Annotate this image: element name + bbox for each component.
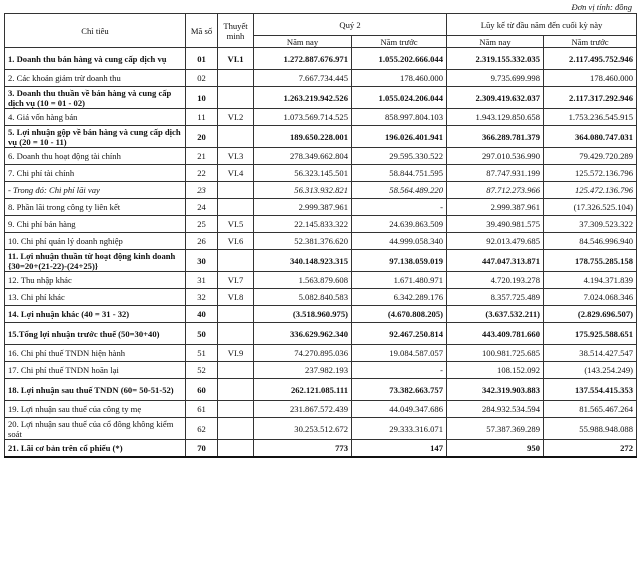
row-note: VI.4 <box>218 165 254 182</box>
table-row <box>5 148 637 165</box>
row-code: 51 <box>186 345 218 362</box>
row-label: 12. Thu nhập khác <box>5 272 186 289</box>
row-quarter-this-year: 231.867.572.439 <box>254 401 352 418</box>
row-label: 14. Lợi nhuận khác (40 = 31 - 32) <box>5 306 186 323</box>
table-row <box>5 362 637 379</box>
row-quarter-this-year: 56.313.932.821 <box>254 182 352 199</box>
row-code: 10 <box>186 87 218 109</box>
row-ytd-this-year: 297.010.536.990 <box>447 148 544 165</box>
row-ytd-last-year: 79.429.720.289 <box>544 148 637 165</box>
row-label: 11. Lợi nhuận thuần từ hoạt động kinh doanh {30=20+(21-22)-(24+25)} <box>5 250 186 272</box>
row-label: 13. Chi phí khác <box>5 289 186 306</box>
table-row <box>5 165 637 182</box>
row-ytd-last-year: (143.254.249) <box>544 362 637 379</box>
row-quarter-last-year: 44.999.058.340 <box>352 233 447 250</box>
row-code: 30 <box>186 250 218 272</box>
row-quarter-last-year: 97.138.059.019 <box>352 250 447 272</box>
row-quarter-last-year: 73.382.663.757 <box>352 379 447 401</box>
row-ytd-this-year: 39.490.981.575 <box>447 216 544 233</box>
row-ytd-this-year: 100.981.725.685 <box>447 345 544 362</box>
row-label: 16. Chi phí thuế TNDN hiện hành <box>5 345 186 362</box>
row-note <box>218 362 254 379</box>
header-indicator: Chỉ tiêu <box>5 14 186 48</box>
row-label: 2. Các khoản giảm trừ doanh thu <box>5 70 186 87</box>
row-label: 10. Chi phí quản lý doanh nghiệp <box>5 233 186 250</box>
row-label: 3. Doanh thu thuần về bán hàng và cung cấp dịch vụ (10 = 01 - 02) <box>5 87 186 109</box>
row-quarter-last-year: 196.026.401.941 <box>352 126 447 148</box>
row-ytd-this-year: 366.289.781.379 <box>447 126 544 148</box>
row-ytd-this-year: 950 <box>447 440 544 457</box>
row-ytd-last-year: 37.309.523.322 <box>544 216 637 233</box>
row-code: 01 <box>186 48 218 70</box>
row-quarter-last-year: 1.055.024.206.044 <box>352 87 447 109</box>
row-note <box>218 379 254 401</box>
row-ytd-last-year: 1.753.236.545.915 <box>544 109 637 126</box>
row-ytd-this-year: (3.637.532.211) <box>447 306 544 323</box>
row-quarter-last-year: 58.844.751.595 <box>352 165 447 182</box>
row-ytd-this-year: 57.387.369.289 <box>447 418 544 440</box>
row-quarter-this-year: 74.270.895.036 <box>254 345 352 362</box>
row-note: VI.9 <box>218 345 254 362</box>
row-note <box>218 306 254 323</box>
row-ytd-last-year: (2.829.696.507) <box>544 306 637 323</box>
row-ytd-this-year: 87.712.273.966 <box>447 182 544 199</box>
row-ytd-this-year: 447.047.313.871 <box>447 250 544 272</box>
table-row <box>5 306 637 323</box>
header-code: Mã số <box>186 14 218 48</box>
row-ytd-last-year: 178.755.285.158 <box>544 250 637 272</box>
row-quarter-last-year: 858.997.804.103 <box>352 109 447 126</box>
row-quarter-this-year: (3.518.960.975) <box>254 306 352 323</box>
header-note: Thuyết minh <box>218 14 254 48</box>
row-code: 25 <box>186 216 218 233</box>
row-quarter-last-year: (4.670.808.205) <box>352 306 447 323</box>
row-ytd-this-year: 284.932.534.594 <box>447 401 544 418</box>
table-row <box>5 323 637 345</box>
table-row <box>5 418 637 440</box>
table-row <box>5 109 637 126</box>
table-row <box>5 401 637 418</box>
row-ytd-this-year: 2.319.155.332.035 <box>447 48 544 70</box>
row-label: 6. Doanh thu hoạt động tài chính <box>5 148 186 165</box>
row-label: 9. Chi phí bán hàng <box>5 216 186 233</box>
table-row <box>5 199 637 216</box>
row-ytd-last-year: 137.554.415.353 <box>544 379 637 401</box>
row-quarter-last-year: - <box>352 199 447 216</box>
row-ytd-last-year: 125.472.136.796 <box>544 182 637 199</box>
row-ytd-last-year: 2.117.495.752.946 <box>544 48 637 70</box>
row-label: 17. Chi phí thuế TNDN hoãn lại <box>5 362 186 379</box>
row-label: 1. Doanh thu bán hàng và cung cấp dịch vụ <box>5 48 186 70</box>
row-quarter-last-year: 1.671.480.971 <box>352 272 447 289</box>
row-code: 22 <box>186 165 218 182</box>
row-quarter-this-year: 30.253.512.672 <box>254 418 352 440</box>
table-row <box>5 48 637 70</box>
row-code: 61 <box>186 401 218 418</box>
row-ytd-last-year: 272 <box>544 440 637 457</box>
row-ytd-last-year: 7.024.068.346 <box>544 289 637 306</box>
row-ytd-last-year: 38.514.427.547 <box>544 345 637 362</box>
row-code: 23 <box>186 182 218 199</box>
row-code: 31 <box>186 272 218 289</box>
row-note <box>218 418 254 440</box>
row-code: 02 <box>186 70 218 87</box>
row-quarter-this-year: 278.349.662.804 <box>254 148 352 165</box>
row-label: 21. Lãi cơ bản trên cổ phiếu (*) <box>5 440 186 457</box>
row-label: 19. Lợi nhuận sau thuế của công ty mẹ <box>5 401 186 418</box>
row-ytd-this-year: 108.152.092 <box>447 362 544 379</box>
row-note: VI.3 <box>218 148 254 165</box>
row-quarter-this-year: 56.323.145.501 <box>254 165 352 182</box>
row-label: 18. Lợi nhuận sau thuế TNDN (60= 50-51-52) <box>5 379 186 401</box>
row-quarter-last-year: 58.564.489.220 <box>352 182 447 199</box>
row-quarter-last-year: 29.595.330.522 <box>352 148 447 165</box>
table-row <box>5 250 637 272</box>
row-quarter-this-year: 336.629.962.340 <box>254 323 352 345</box>
row-quarter-this-year: 7.667.734.445 <box>254 70 352 87</box>
table-row <box>5 126 637 148</box>
row-quarter-last-year: - <box>352 362 447 379</box>
row-ytd-last-year: (17.326.525.104) <box>544 199 637 216</box>
row-quarter-last-year: 178.460.000 <box>352 70 447 87</box>
row-ytd-last-year: 84.546.996.940 <box>544 233 637 250</box>
row-note: VI.7 <box>218 272 254 289</box>
row-ytd-last-year: 175.925.588.651 <box>544 323 637 345</box>
row-label: - Trong đó: Chi phí lãi vay <box>5 182 186 199</box>
row-ytd-this-year: 9.735.699.998 <box>447 70 544 87</box>
row-label: 20. Lợi nhuận sau thuế của cổ đông không kiểm soát <box>5 418 186 440</box>
row-ytd-last-year: 125.572.136.796 <box>544 165 637 182</box>
row-note <box>218 70 254 87</box>
row-code: 11 <box>186 109 218 126</box>
row-code: 50 <box>186 323 218 345</box>
row-quarter-last-year: 1.055.202.666.044 <box>352 48 447 70</box>
row-ytd-this-year: 4.720.193.278 <box>447 272 544 289</box>
row-ytd-last-year: 81.565.467.264 <box>544 401 637 418</box>
row-note <box>218 401 254 418</box>
row-note <box>218 440 254 457</box>
row-note <box>218 87 254 109</box>
row-quarter-this-year: 189.650.228.001 <box>254 126 352 148</box>
table-row <box>5 289 637 306</box>
row-quarter-this-year: 1.263.219.942.526 <box>254 87 352 109</box>
row-quarter-this-year: 1.563.879.608 <box>254 272 352 289</box>
row-ytd-last-year: 2.117.317.292.946 <box>544 87 637 109</box>
header-ytd-this-year: Năm nay <box>447 36 544 48</box>
table-row <box>5 440 637 457</box>
row-quarter-last-year: 24.639.863.509 <box>352 216 447 233</box>
row-note <box>218 250 254 272</box>
row-note: VI.2 <box>218 109 254 126</box>
header-ytd: Lũy kế từ đầu năm đến cuối kỳ này <box>447 14 637 36</box>
income-statement-table <box>4 13 637 458</box>
unit-label: Đơn vị tính: đồng <box>571 2 632 12</box>
row-ytd-this-year: 2.999.387.961 <box>447 199 544 216</box>
row-code: 20 <box>186 126 218 148</box>
row-quarter-this-year: 2.999.387.961 <box>254 199 352 216</box>
row-code: 24 <box>186 199 218 216</box>
row-note <box>218 199 254 216</box>
row-quarter-last-year: 92.467.250.814 <box>352 323 447 345</box>
table-row <box>5 272 637 289</box>
row-ytd-this-year: 87.747.931.199 <box>447 165 544 182</box>
row-ytd-this-year: 342.319.903.883 <box>447 379 544 401</box>
row-ytd-this-year: 443.409.781.660 <box>447 323 544 345</box>
row-quarter-this-year: 340.148.923.315 <box>254 250 352 272</box>
header-quarter-last-year: Năm trước <box>352 36 447 48</box>
row-note: VI.1 <box>218 48 254 70</box>
row-ytd-this-year: 8.357.725.489 <box>447 289 544 306</box>
row-label: 5. Lợi nhuận gộp về bán hàng và cung cấp dịch vụ (20 = 10 - 11) <box>5 126 186 148</box>
table-row <box>5 216 637 233</box>
row-code: 52 <box>186 362 218 379</box>
table-row <box>5 345 637 362</box>
table-row <box>5 87 637 109</box>
row-ytd-last-year: 55.988.948.088 <box>544 418 637 440</box>
row-quarter-this-year: 237.982.193 <box>254 362 352 379</box>
table-row <box>5 379 637 401</box>
row-ytd-this-year: 2.309.419.632.037 <box>447 87 544 109</box>
row-quarter-this-year: 52.381.376.620 <box>254 233 352 250</box>
row-label: 15.Tổng lợi nhuận trước thuế (50=30+40) <box>5 323 186 345</box>
table-row <box>5 182 637 199</box>
row-note: VI.8 <box>218 289 254 306</box>
row-label: 4. Giá vốn hàng bán <box>5 109 186 126</box>
row-ytd-this-year: 1.943.129.850.658 <box>447 109 544 126</box>
table-body <box>5 48 637 457</box>
table-row <box>5 70 637 87</box>
row-note <box>218 182 254 199</box>
row-quarter-last-year: 19.084.587.057 <box>352 345 447 362</box>
row-quarter-this-year: 1.272.887.676.971 <box>254 48 352 70</box>
row-code: 40 <box>186 306 218 323</box>
row-quarter-this-year: 262.121.085.111 <box>254 379 352 401</box>
row-quarter-last-year: 6.342.289.176 <box>352 289 447 306</box>
row-code: 21 <box>186 148 218 165</box>
row-quarter-last-year: 44.049.347.686 <box>352 401 447 418</box>
row-quarter-this-year: 1.073.569.714.525 <box>254 109 352 126</box>
row-quarter-last-year: 147 <box>352 440 447 457</box>
row-quarter-this-year: 22.145.833.322 <box>254 216 352 233</box>
table-row <box>5 233 637 250</box>
row-label: 7. Chi phí tài chính <box>5 165 186 182</box>
header-ytd-last-year: Năm trước <box>544 36 637 48</box>
row-quarter-this-year: 5.082.840.583 <box>254 289 352 306</box>
row-ytd-last-year: 4.194.371.839 <box>544 272 637 289</box>
row-label: 8. Phần lãi trong công ty liên kết <box>5 199 186 216</box>
header-quarter: Quý 2 <box>254 14 447 36</box>
row-note: VI.6 <box>218 233 254 250</box>
header-quarter-this-year: Năm nay <box>254 36 352 48</box>
row-code: 60 <box>186 379 218 401</box>
row-note <box>218 126 254 148</box>
row-ytd-last-year: 364.080.747.031 <box>544 126 637 148</box>
row-quarter-this-year: 773 <box>254 440 352 457</box>
row-note: VI.5 <box>218 216 254 233</box>
row-code: 32 <box>186 289 218 306</box>
row-note <box>218 323 254 345</box>
row-code: 70 <box>186 440 218 457</box>
row-code: 26 <box>186 233 218 250</box>
row-code: 62 <box>186 418 218 440</box>
row-ytd-last-year: 178.460.000 <box>544 70 637 87</box>
row-quarter-last-year: 29.333.316.071 <box>352 418 447 440</box>
row-ytd-this-year: 92.013.479.685 <box>447 233 544 250</box>
